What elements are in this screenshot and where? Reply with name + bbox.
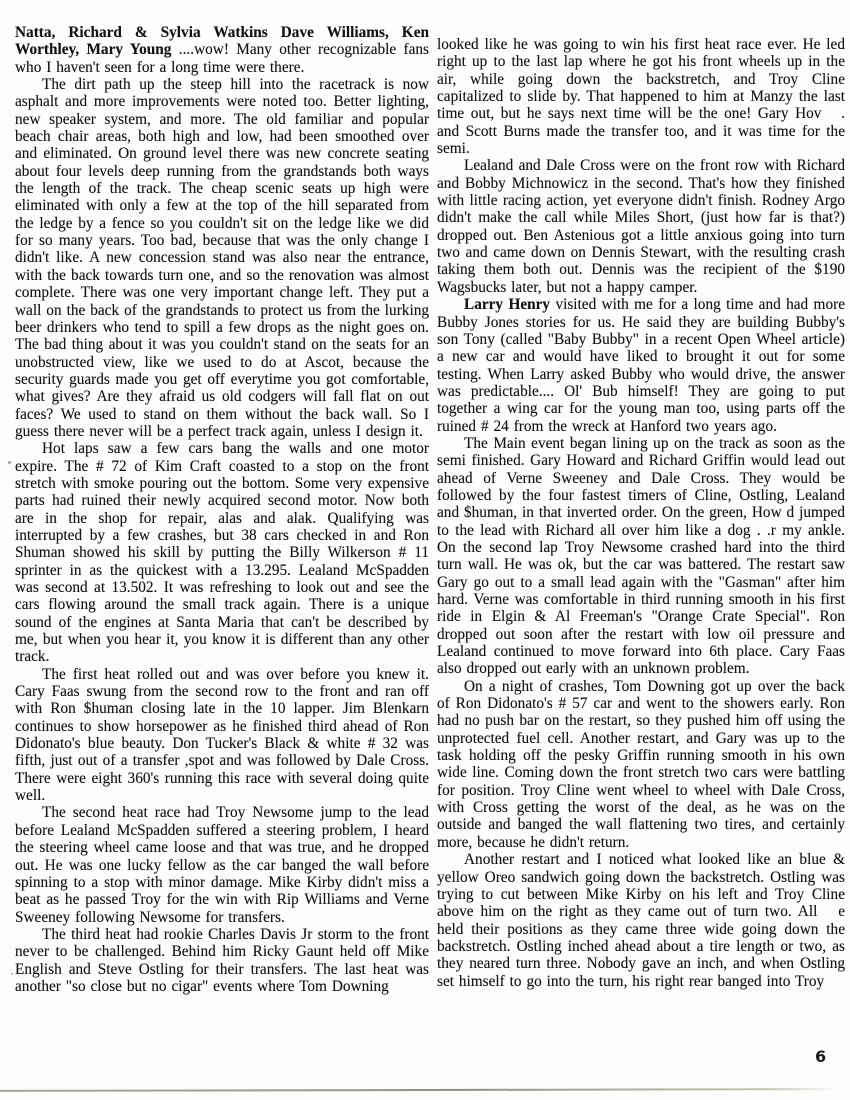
bold-lead: Larry Henry	[464, 296, 551, 314]
paragraph: Larry Henry visited with me for a long time and had more Bubby Jones stories for us. He said they are building Bubby's son Tony (called "Baby Bubby" in a recent Open Wheel article) a new car and would have liked to brought it out for some testing. When Larry asked Bubby who would drive, the answer was predictable.... Ol' Bub himself! They are going to put together a wing car for the young man too, using parts off the ruined # 24 from the wreck at Hanford two years ago.	[437, 296, 845, 435]
paragraph: The third heat had rookie Charles Davis Jr storm to the front never to be challenged. Behind him Ricky Gaunt held off Mike English and Steve Ostling for their transfers. The last heat was another "so close but no cigar" events where Tom Downing	[15, 925, 429, 995]
paragraph: Natta, Richard & Sylvia Watkins Dave Williams, Ken Worthley, Mary Young ....wow! Many other recognizable fans who I haven't seen for a long time were there.	[15, 24, 429, 76]
paragraph: Hot laps saw a few cars bang the walls and one motor expire. The # 72 of Kim Craft coasted to a stop on the front stretch with smoke pouring out the bottom. Some very expensive parts had ruined their newly acquired second motor. Now both are in the shop for repair, alas and alak. Qualifying was interrupted by a few crashes, but 38 cars checked in and Ron Shuman showed his skill by putting the Billy Wilkerson # 11 sprinter in as the quickest with a 13.295. Lealand McSpadden was second at 13.502. It was refreshing to look out and see the cars flowing around the small track again. There is a unique sound of the engines at Santa Maria that can't be described by me, but when you hear it, you know it is different than any other track.	[15, 440, 429, 666]
paragraph: Lealand and Dale Cross were on the front row with Richard and Bobby Michnowicz in the second. That's how they finished with little racing action, yet everyone didn't finish. Rodney Argo didn't make the call while Miles Short, (just how far is that?) dropped out. Ben Astenious got a little anxious going into turn two and came down on Dennis Stewart, with the resulting crash taking them both out. Dennis was the recipient of the $190 Wagsbucks later, but not a happy camper.	[437, 157, 845, 296]
paragraph: The dirt path up the steep hill into the racetrack is now asphalt and more improvements were noted too. Better lighting, new speaker system, and more. The old familiar and popular beach chair areas, both high and low, had been smoothed over and eliminated. On ground level there was new concrete seating about four levels deep running from the grandstands both ways the length of the track. The cheap scenic seats up high were eliminated with only a few at the top of the hill separated from the ledge by a fence so you couldn't sit on the ledge like we did for so many years. Too bad, because that was the only change I didn't like. A new concession stand was also near the entrance, with the back towards turn one, and so the renovation was almost complete. There was one very important change left. They put a wall on the back of the grandstands to protect us from the lurking beer drinkers who tend to spill a few drops as the night goes on. The bad thing about it was you couldn't stand on the seats for an unobstructed view, like we used to do at Ascot, because the security guards made you get off everytime you got comfortable, what gives? Are they afraid us old codgers will fall flat on out faces? We used to stand on them without the back wall. So I guess there never will be a perfect track again, unless I design it.	[15, 76, 429, 440]
paragraph: The first heat rolled out and was over before you knew it. Cary Faas swung from the second row to the front and ran off with Ron $human closing late in the 10 lapper. Jim Blenkarn continues to show horsepower as he finished third ahead of Ron Didonato's blue beauty. Don Tucker's Black & white # 32 was fifth, just out of a transfer ,spot and was followed by Dale Cross. There were eight 360's running this race with several doing quite well.	[15, 665, 429, 805]
paragraph: The second heat race had Troy Newsome jump to the lead before Lealand McSpadden suffered a steering problem, I heard the steering wheel came loose and that was true, and he dropped out. He was one lucky fellow as the car banged the wall before spinning to a stop with minor damage. Mike Kirby didn't miss a beat as he passed Troy for the win with Rip Williams and Verne Sweeney following Newsome for transfers.	[15, 804, 429, 926]
right-column	[437, 36, 845, 990]
scan-speck	[11, 973, 13, 975]
bold-lead: Natta, Richard & Sylvia Watkins Dave Williams, Ken Worthley, Mary Young	[15, 24, 429, 59]
scan-edge-line	[0, 1088, 838, 1092]
paragraph: looked like he was going to win his first heat race ever. He led right up to the last lap where he got his front wheels up in the air, while going down the backstretch, and Troy Cline capitalized to slide by. That happened to him at Manzy the last time out, but he says next time will be the one! Gary Hov . and Scott Burns made the transfer too, and it was time for the semi.	[437, 36, 845, 158]
paragraph: On a night of crashes, Tom Downing got up over the back of Ron Didonato's # 57 car and went to the showers early. Ron had no push bar on the restart, so they pushed him off using the unprotected fuel cell. Another restart, and Gary was up to the task holding off the pesky Griffin running smooth in his own wide line. Coming down the front stretch two cars were battling for position. Troy Cline went wheel to wheel with Dale Cross, with Cross getting the worst of the deal, as he was on the outside and banged the wall flattening two tires, and certainly more, because he didn't return.	[437, 677, 845, 851]
scan-speck	[8, 461, 11, 464]
paragraph: Another restart and I noticed what looked like an blue & yellow Oreo sandwich going down the backstretch. Ostling was trying to cut between Mike Kirby on his left and Troy Cline above him on the right as they came out of turn two. All e held their positions as they came three wide going down the backstretch. Ostling inched ahead about a tire length or two, as they neared turn three. Nobody gave an inch, and when Ostling set himself to go into the turn, his right rear banged into Troy	[437, 851, 845, 990]
page-number: 6	[815, 1047, 827, 1066]
paragraph: The Main event began lining up on the track as soon as the semi finished. Gary Howard and Richard Griffin would lead out ahead of Verne Sweeney and Dale Cross. They would be followed by the four fastest timers of Cline, Ostling, Lealand and $human, in that inverted order. On the green, How d jumped to the lead with Richard all over him like a dog . .r my ankle. On the second lap Troy Newsome crashed hard into the third turn wall. He was ok, but the car was battered. The restart saw Gary go out to a small lead again with the "Gasman" after him hard. Verne was comfortable in third running smooth in his first ride in Elgin & Al Freeman's "Orange Crate Special". Ron dropped out soon after the restart with low oil pressure and Lealand continued to move forward into 6th place. Cary Faas also dropped out early with an unknown problem.	[437, 434, 845, 678]
left-column	[15, 24, 429, 995]
